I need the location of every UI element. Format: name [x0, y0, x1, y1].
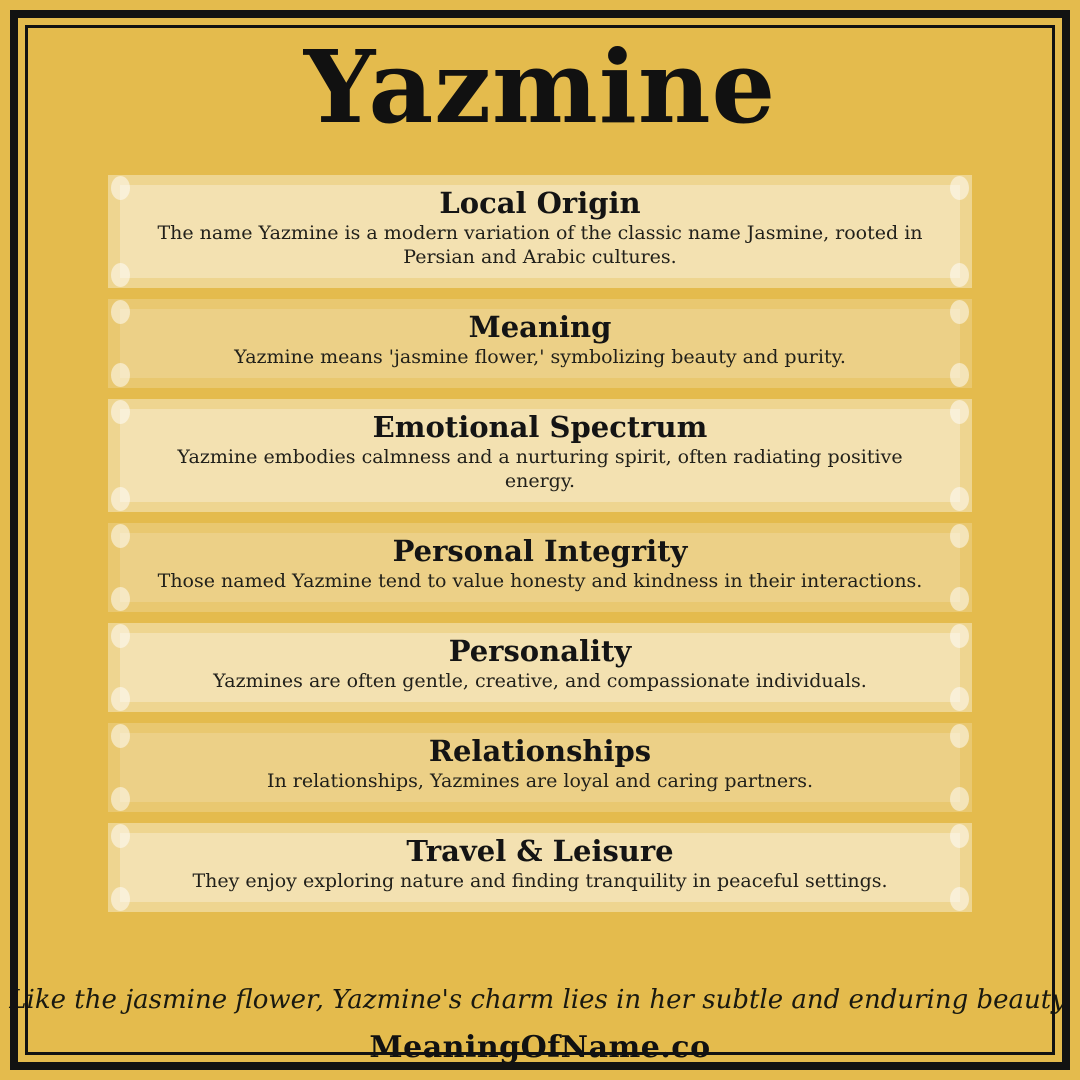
card-heading: Personal Integrity	[392, 533, 688, 568]
card-heading: Emotional Spectrum	[372, 409, 708, 444]
corner-pin-icon	[950, 176, 969, 200]
corner-pin-icon	[111, 624, 130, 648]
card-heading: Meaning	[468, 309, 612, 344]
card-body-text: In relationships, Yazmines are loyal and caring partners.	[266, 770, 813, 793]
corner-pin-icon	[950, 524, 969, 548]
card-inner-panel	[120, 409, 960, 502]
section-card-emotional-spectrum	[108, 399, 972, 512]
corner-pin-icon	[950, 300, 969, 324]
corner-pin-icon	[111, 887, 130, 911]
corner-pin-icon	[111, 487, 130, 511]
card-heading: Local Origin	[439, 186, 641, 220]
card-inner-panel	[120, 533, 960, 602]
card-body-text: Yazmines are often gentle, creative, and compassionate individuals.	[213, 670, 867, 693]
corner-pin-icon	[950, 587, 969, 611]
card-heading: Personality	[448, 633, 632, 668]
card-body-text: Yazmine means 'jasmine flower,' symbolizing beauty and purity.	[234, 346, 846, 369]
corner-pin-icon	[950, 263, 969, 287]
section-card-meaning	[108, 299, 972, 388]
card-heading: Relationships	[428, 733, 652, 768]
corner-pin-icon	[111, 587, 130, 611]
section-card-list	[108, 175, 972, 912]
section-card-relationships	[108, 723, 972, 812]
card-inner-panel	[120, 185, 960, 278]
card-body-text: Yazmine embodies calmness and a nurturing spirit, often radiating positive energy.	[177, 446, 903, 492]
corner-pin-icon	[111, 687, 130, 711]
section-card-personal-integrity	[108, 523, 972, 612]
corner-pin-icon	[111, 363, 130, 387]
card-inner-panel	[120, 309, 960, 378]
site-name: MeaningOfName.co	[369, 1029, 711, 1065]
corner-pin-icon	[950, 787, 969, 811]
card-inner-panel	[120, 633, 960, 702]
corner-pin-icon	[111, 400, 130, 424]
corner-pin-icon	[111, 787, 130, 811]
corner-pin-icon	[111, 524, 130, 548]
corner-pin-icon	[950, 724, 969, 748]
corner-pin-icon	[950, 887, 969, 911]
corner-pin-icon	[950, 487, 969, 511]
section-card-travel-leisure	[108, 823, 972, 912]
card-inner-panel	[120, 833, 960, 902]
corner-pin-icon	[111, 263, 130, 287]
corner-pin-icon	[950, 824, 969, 848]
footer-quote: Like the jasmine flower, Yazmine's charm lies in her subtle and enduring beauty.	[9, 984, 1071, 1015]
corner-pin-icon	[950, 624, 969, 648]
page-title: Yazmine	[303, 28, 777, 146]
corner-pin-icon	[111, 824, 130, 848]
corner-pin-icon	[111, 300, 130, 324]
corner-pin-icon	[950, 687, 969, 711]
card-inner-panel	[120, 733, 960, 802]
section-card-personality	[108, 623, 972, 712]
card-heading: Travel & Leisure	[406, 833, 674, 868]
card-body-text: Those named Yazmine tend to value honesty and kindness in their interactions.	[157, 570, 923, 592]
corner-pin-icon	[111, 724, 130, 748]
corner-pin-icon	[950, 400, 969, 424]
corner-pin-icon	[950, 363, 969, 387]
card-body-text: The name Yazmine is a modern variation of the classic name Jasmine, rooted in Persian and Arabic cultures.	[157, 222, 923, 269]
corner-pin-icon	[111, 176, 130, 200]
section-card-local-origin	[108, 175, 972, 288]
card-body-text: They enjoy exploring nature and finding tranquility in peaceful settings.	[192, 870, 888, 893]
